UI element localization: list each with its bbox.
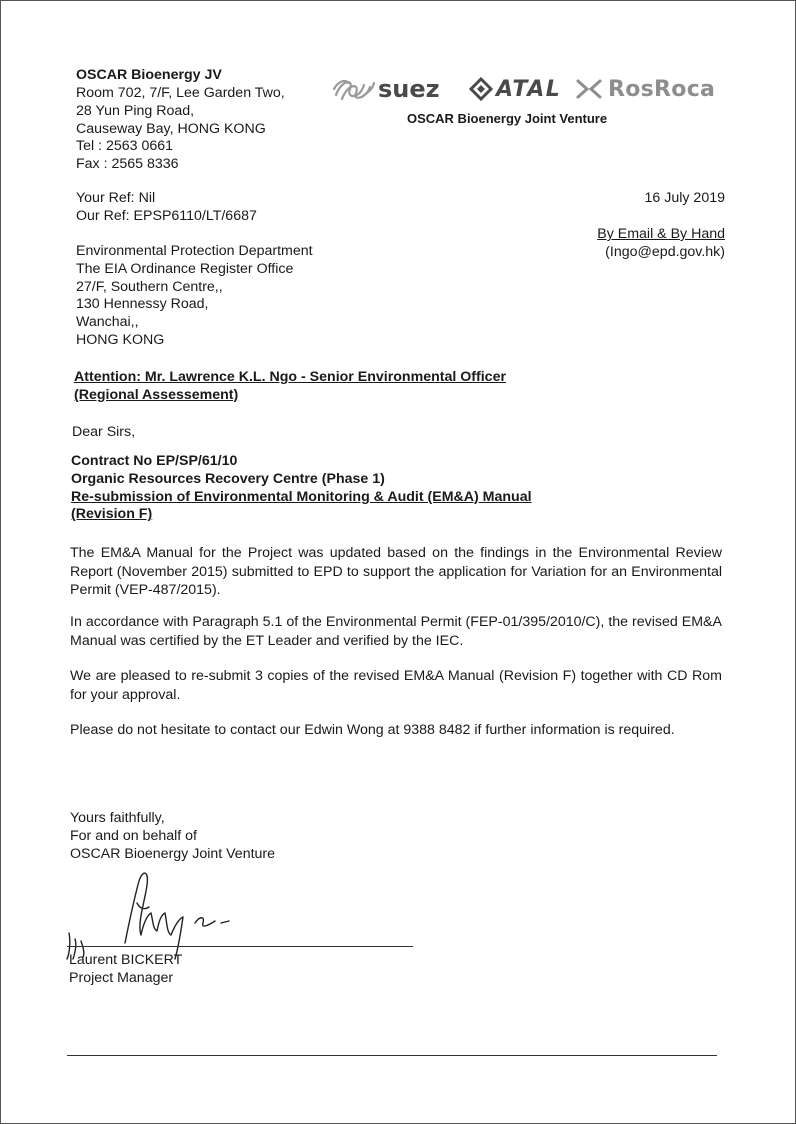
partner-logos bbox=[332, 74, 722, 104]
suez-logo bbox=[332, 74, 440, 104]
letter-date: 16 July 2019 bbox=[644, 190, 725, 206]
body-paragraph: In accordance with Paragraph 5.1 of the Environmental Permit (FEP-01/395/2010/C), the revised EM&A Manual was certified by the ET Leader and verified by the IEC. bbox=[70, 614, 722, 649]
sender-fax: Fax : 2565 8336 bbox=[76, 156, 179, 173]
footer-divider bbox=[67, 1055, 717, 1056]
recipient-line: The EIA Ordinance Register Office bbox=[76, 260, 294, 277]
salutation: Dear Sirs, bbox=[72, 424, 136, 440]
your-ref: Your Ref: Nil bbox=[76, 190, 156, 206]
project-name: Organic Resources Recovery Centre (Phase 1) bbox=[71, 470, 385, 487]
recipient-line: Environmental Protection Department bbox=[76, 243, 313, 259]
subject-title: (Revision F) bbox=[71, 506, 153, 523]
rosroca-wordmark: RosRoca bbox=[608, 76, 716, 102]
body-paragraph: Please do not hesitate to contact our Edwin Wong at 9388 8482 if further information is required. bbox=[70, 722, 675, 738]
atal-mark-icon bbox=[468, 76, 494, 102]
sender-company: OSCAR Bioenergy JV bbox=[76, 67, 222, 83]
recipient-address bbox=[76, 243, 313, 350]
reference-block bbox=[76, 190, 257, 226]
signatory-name: Laurent BICKERT bbox=[69, 952, 183, 968]
sender-address-line: Room 702, 7/F, Lee Garden Two, bbox=[76, 85, 285, 101]
sender-tel: Tel : 2563 0661 bbox=[76, 138, 174, 155]
signatory-block bbox=[69, 952, 182, 988]
rosroca-mark-icon bbox=[574, 76, 604, 102]
atal-wordmark: ATAL bbox=[496, 76, 562, 102]
body-paragraph: The EM&A Manual for the Project was updated based on the findings in the Environmental Review Report (November 2015) submitted to EPD to support the application for Variation for an Environmental Permit (VEP-487/2015). bbox=[70, 545, 722, 598]
delivery-method: By Email & By Hand bbox=[597, 226, 725, 242]
rosroca-logo bbox=[574, 74, 715, 104]
delivery-email: (Ingo@epd.gov.hk) bbox=[605, 244, 725, 260]
subject-title: Re-submission of Environmental Monitoring & Audit (EM&A) Manual bbox=[71, 488, 532, 505]
closing-line: OSCAR Bioenergy Joint Venture bbox=[70, 845, 276, 862]
our-ref: Our Ref: EPSP6110/LT/6687 bbox=[76, 207, 257, 224]
closing-line: Yours faithfully, bbox=[70, 810, 165, 826]
subject-block bbox=[71, 453, 532, 524]
recipient-line: 130 Hennessy Road, bbox=[76, 296, 209, 313]
recipient-line: HONG KONG bbox=[76, 331, 165, 348]
sender-address-line: Causeway Bay, HONG KONG bbox=[76, 120, 266, 137]
sender-address-line: 28 Yun Ping Road, bbox=[76, 102, 195, 119]
suez-swirl-icon bbox=[332, 75, 376, 103]
recipient-line: 27/F, Southern Centre,, bbox=[76, 278, 223, 295]
handwritten-signature bbox=[63, 863, 233, 963]
recipient-line: Wanchai,, bbox=[76, 314, 139, 331]
signatory-title: Project Manager bbox=[69, 969, 174, 986]
signature-line bbox=[67, 946, 413, 947]
atal-logo bbox=[468, 74, 561, 104]
attention-line: Attention: Mr. Lawrence K.L. Ngo - Senior Environmental Officer bbox=[74, 369, 506, 385]
closing-block bbox=[70, 810, 275, 863]
suez-wordmark: suez bbox=[378, 75, 440, 103]
jv-name: OSCAR Bioenergy Joint Venture bbox=[407, 111, 608, 126]
closing-line: For and on behalf of bbox=[70, 827, 197, 844]
sender-address bbox=[76, 85, 285, 174]
contract-number: Contract No EP/SP/61/10 bbox=[71, 453, 238, 469]
body-paragraph: We are pleased to re-submit 3 copies of the revised EM&A Manual (Revision F) together with CD Rom for your approval. bbox=[70, 668, 722, 703]
attention-line: (Regional Assessement) bbox=[74, 386, 239, 403]
attention-block bbox=[74, 369, 506, 405]
